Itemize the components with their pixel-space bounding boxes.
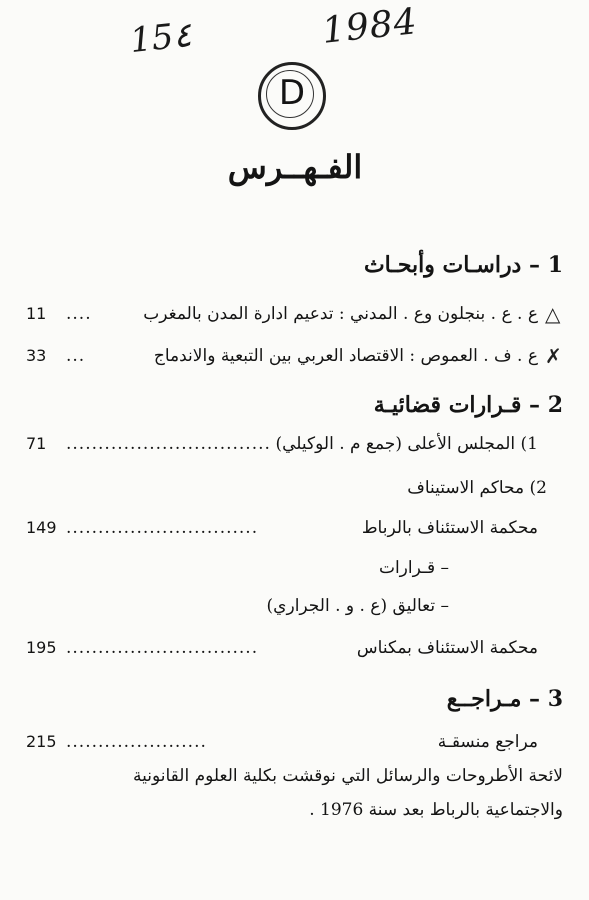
handwritten-note-year: 1984: [320, 1, 420, 52]
page-title: الفـهــرس: [227, 148, 363, 186]
section-heading-references: 3 – مـراجــع: [446, 686, 563, 712]
handwritten-note-left: 15٤: [128, 14, 194, 62]
page-number: 195: [26, 638, 57, 657]
page-number: 11: [26, 304, 47, 323]
toc-entry-rabat-court[interactable]: [26, 518, 538, 548]
entry-text: ع . ف . العموص : الاقتصاد العربي بين التبعية والاندماج: [153, 346, 538, 366]
toc-entry-coordinated-references[interactable]: [26, 732, 538, 762]
page-number: 33: [26, 346, 47, 365]
leader-dots: ......................: [66, 732, 207, 752]
margin-triangle-mark: △: [545, 302, 561, 326]
entry-text: 1) المجلس الأعلى (جمع م . الوكيلي): [275, 434, 538, 454]
page-number: 215: [26, 732, 57, 751]
circular-stamp: [258, 62, 326, 130]
toc-subentry-comments[interactable]: – تعاليق (ع . و . الجراري): [266, 596, 449, 616]
page-number: 149: [26, 518, 57, 537]
toc-entry-economy[interactable]: [26, 346, 538, 376]
toc-entry-appeal-courts[interactable]: 2) محاكم الاستيناف: [407, 478, 547, 498]
entry-text: محكمة الاستئناف بمكناس: [356, 638, 538, 658]
entry-text: محكمة الاستئناف بالرباط: [361, 518, 538, 538]
leader-dots: ...: [66, 346, 86, 366]
toc-entry-theses-line1[interactable]: لائحة الأطروحات والرسائل التي نوقشت بكلية العلوم القانونية: [133, 766, 563, 786]
section-heading-studies: 1 – دراسـات وأبحـاث: [363, 252, 563, 278]
page-number: 71: [26, 434, 47, 453]
toc-subentry-decisions[interactable]: – قـرارات: [378, 558, 449, 578]
toc-entry-theses-line2[interactable]: والاجتماعية بالرباط بعد سنة 1976 .: [309, 800, 563, 820]
toc-entry-meknes-court[interactable]: [26, 638, 538, 668]
entry-text: ع . ع . بنجلون وع . المدني : تدعيم ادارة المدن بالمغرب: [143, 304, 538, 324]
leader-dots: ..............................: [66, 638, 259, 658]
toc-entry-cities[interactable]: [26, 304, 538, 334]
toc-entry-supreme-council[interactable]: [26, 434, 538, 464]
entry-text: مراجع منسقـة: [437, 732, 538, 752]
stamp-letter: D: [278, 73, 306, 113]
leader-dots: ................................: [66, 434, 271, 454]
leader-dots: ..............................: [66, 518, 259, 538]
margin-cross-mark: ✗: [545, 344, 562, 368]
leader-dots: ....: [66, 304, 92, 324]
section-heading-decisions: 2 – قـرارات قضائيـة: [373, 392, 563, 418]
